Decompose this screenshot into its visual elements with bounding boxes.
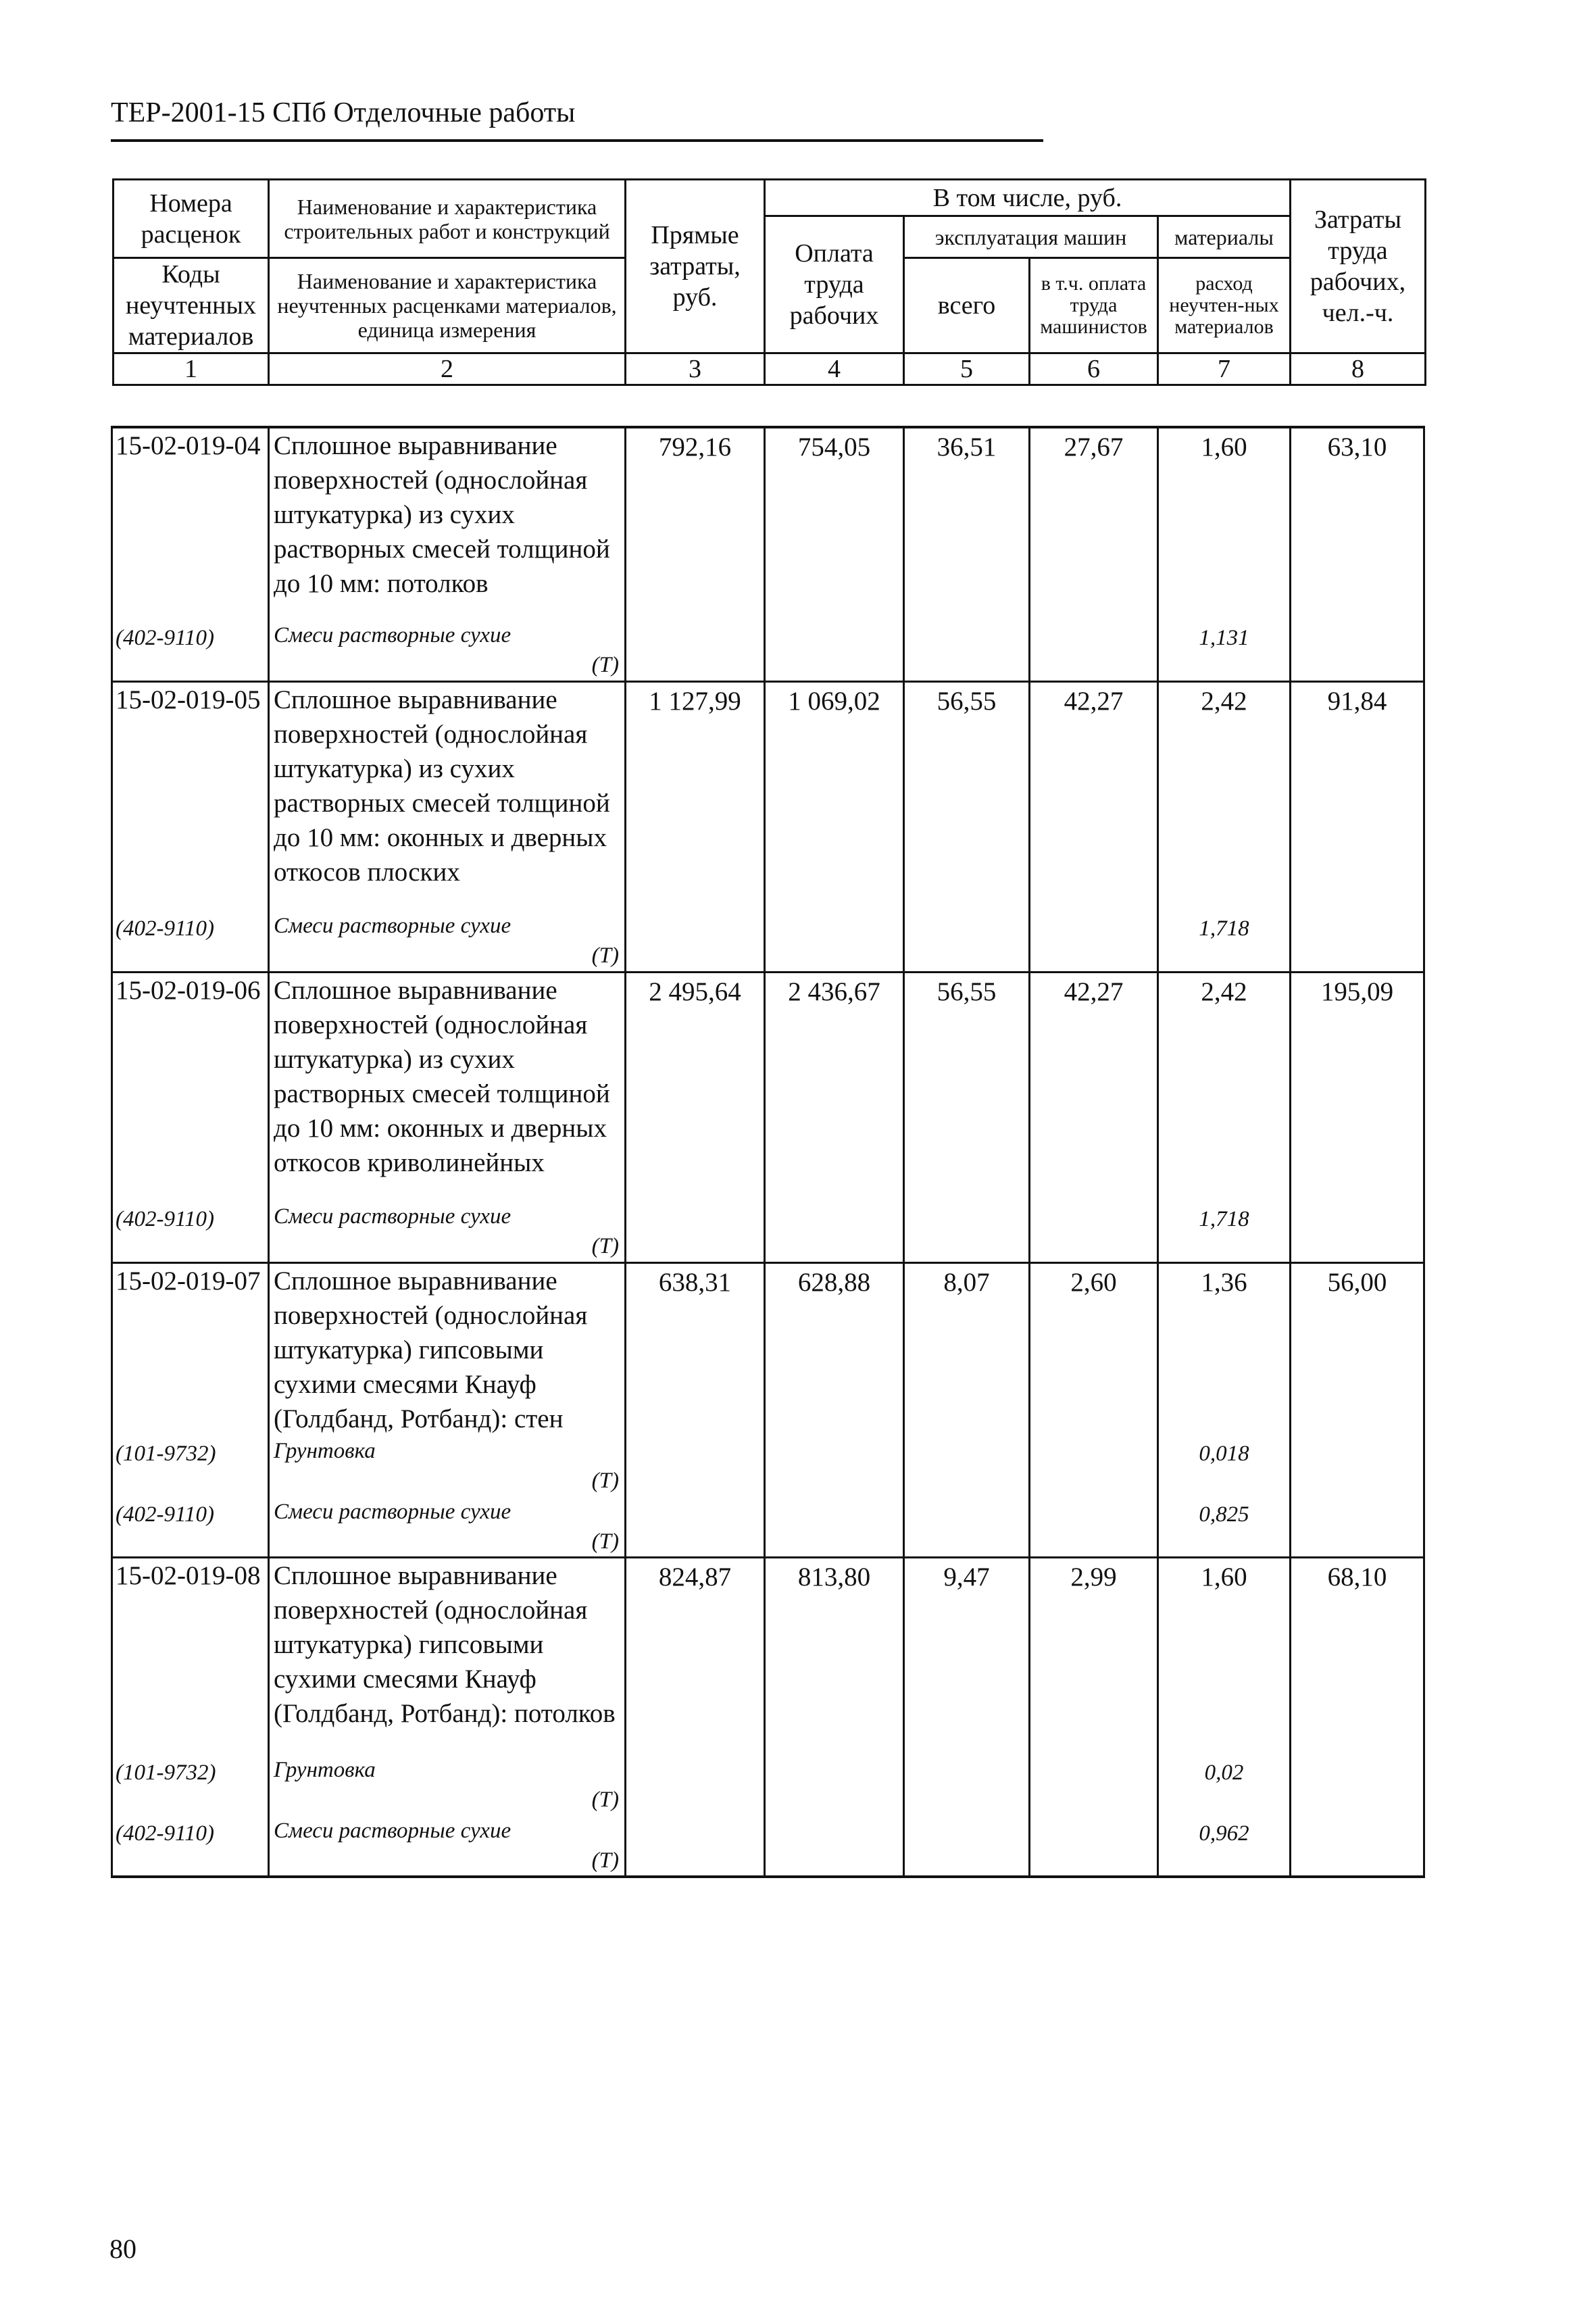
labor-hours: 91,84 [1291,681,1424,911]
work-name: Сплошное выравнивание поверхностей (однослойная штукатурка) из сухих растворных смесей толщиной до 10 мм: оконных и дверных откосов плоских [269,681,626,911]
header-material-codes: Коды неучтенных материалов [114,258,269,353]
material-name: Смеси растворные сухие [274,1818,512,1843]
column-number-5: 5 [904,353,1030,385]
rate-code: 15-02-019-06 [112,972,269,1202]
table-row [112,681,1424,911]
material-qty: 1,718 [1158,1202,1291,1262]
material-code: (402-9110) [112,911,269,972]
header-materials: материалы [1158,216,1291,258]
material-row [112,1202,1424,1262]
machine-total: 36,51 [904,427,1030,620]
material-row [112,911,1424,972]
unit-mark: (Т) [591,653,619,677]
unit-mark: (Т) [591,1234,619,1258]
machine-total: 56,55 [904,681,1030,911]
operator-pay: 2,60 [1030,1262,1158,1436]
direct-costs: 792,16 [626,427,765,620]
worker-pay: 628,88 [765,1262,904,1436]
work-name: Сплошное выравнивание поверхностей (однослойная штукатурка) гипсовыми сухими смесями Кнауф (Голдбанд, Ротбанд): потолков [269,1558,626,1755]
running-title: ТЕР-2001-15 СПб Отделочные работы [111,97,576,128]
column-number-2: 2 [269,353,626,385]
material-name: Смеси растворные сухие [274,1499,512,1524]
table-header [112,178,1426,386]
worker-pay: 813,80 [765,1558,904,1755]
operator-pay: 42,27 [1030,972,1158,1202]
direct-costs: 2 495,64 [626,972,765,1202]
rate-code: 15-02-019-04 [112,427,269,620]
operator-pay: 42,27 [1030,681,1158,911]
unit-mark: (Т) [591,1848,619,1873]
work-name: Сплошное выравнивание поверхностей (однослойная штукатурка) из сухих растворных смесей толщиной до 10 мм: потолков [269,427,626,620]
direct-costs: 1 127,99 [626,681,765,911]
machine-total: 9,47 [904,1558,1030,1755]
material-qty: 1,131 [1158,620,1291,681]
table-row [112,972,1424,1202]
material-qty: 0,02 [1158,1755,1291,1816]
column-number-6: 6 [1030,353,1158,385]
material-row [112,1816,1424,1877]
material-name: Грунтовка [274,1438,376,1463]
direct-costs: 638,31 [626,1262,765,1436]
operator-pay: 2,99 [1030,1558,1158,1755]
column-number-4: 4 [765,353,904,385]
rate-code: 15-02-019-05 [112,681,269,911]
header-work-name: Наименование и характеристика строительных работ и конструкций [269,180,626,258]
header-unaccounted-materials: расход неучтен-ных материалов [1158,258,1291,353]
machine-total: 8,07 [904,1262,1030,1436]
material-qty: 0,962 [1158,1816,1291,1877]
header-rate-numbers: Номера расценок [114,180,269,258]
labor-hours: 68,10 [1291,1558,1424,1755]
work-name: Сплошное выравнивание поверхностей (однослойная штукатурка) из сухих растворных смесей толщиной до 10 мм: оконных и дверных откосов криволинейных [269,972,626,1202]
column-number-7: 7 [1158,353,1291,385]
material-name: Смеси растворные сухие [274,1204,512,1229]
labor-hours: 63,10 [1291,427,1424,620]
material-row [112,1436,1424,1497]
machine-total: 56,55 [904,972,1030,1202]
column-number-8: 8 [1291,353,1426,385]
material-row [112,1497,1424,1558]
column-number-3: 3 [626,353,765,385]
worker-pay: 1 069,02 [765,681,904,911]
material-row [112,1755,1424,1816]
material-qty: 0,018 [1158,1436,1291,1497]
material-row [112,620,1424,681]
header-machine-operation: эксплуатация машин [904,216,1158,258]
header-material-names: Наименование и характеристика неучтенных расценками материалов, единица измерения [269,258,626,353]
header-labor-hours: Затраты труда рабочих, чел.-ч. [1291,180,1426,353]
materials-cost: 1,60 [1158,1558,1291,1755]
labor-hours: 56,00 [1291,1262,1424,1436]
table-row [112,1262,1424,1436]
worker-pay: 2 436,67 [765,972,904,1202]
table-row [112,1558,1424,1755]
materials-cost: 1,60 [1158,427,1291,620]
header-rule [111,139,1043,142]
material-code: (402-9110) [112,1497,269,1558]
material-code: (101-9732) [112,1755,269,1816]
operator-pay: 27,67 [1030,427,1158,620]
worker-pay: 754,05 [765,427,904,620]
unit-mark: (Т) [591,1529,619,1554]
header-worker-pay: Оплата труда рабочих [765,216,904,353]
materials-cost: 2,42 [1158,972,1291,1202]
materials-cost: 1,36 [1158,1262,1291,1436]
table-row [112,427,1424,620]
header-operator-pay: в т.ч. оплата труда машинистов [1030,258,1158,353]
material-code: (101-9732) [112,1436,269,1497]
material-name: Смеси растворные сухие [274,623,512,647]
direct-costs: 824,87 [626,1558,765,1755]
material-qty: 0,825 [1158,1497,1291,1558]
material-name: Смеси растворные сухие [274,914,512,938]
material-name: Грунтовка [274,1757,376,1782]
unit-mark: (Т) [591,1787,619,1812]
labor-hours: 195,09 [1291,972,1424,1202]
rates-table [111,426,1425,1878]
column-number-1: 1 [114,353,269,385]
material-code: (402-9110) [112,1202,269,1262]
unit-mark: (Т) [591,1468,619,1493]
rate-code: 15-02-019-08 [112,1558,269,1755]
rate-code: 15-02-019-07 [112,1262,269,1436]
material-code: (402-9110) [112,1816,269,1877]
material-code: (402-9110) [112,620,269,681]
header-direct-costs: Прямые затраты, руб. [626,180,765,353]
unit-mark: (Т) [591,943,619,968]
page-number: 80 [109,2234,136,2264]
work-name: Сплошное выравнивание поверхностей (однослойная штукатурка) гипсовыми сухими смесями Кнауф (Голдбанд, Ротбанд): стен [269,1262,626,1436]
header-machine-total: всего [904,258,1030,353]
materials-cost: 2,42 [1158,681,1291,911]
material-qty: 1,718 [1158,911,1291,972]
header-including-group: В том числе, руб. [765,180,1291,216]
